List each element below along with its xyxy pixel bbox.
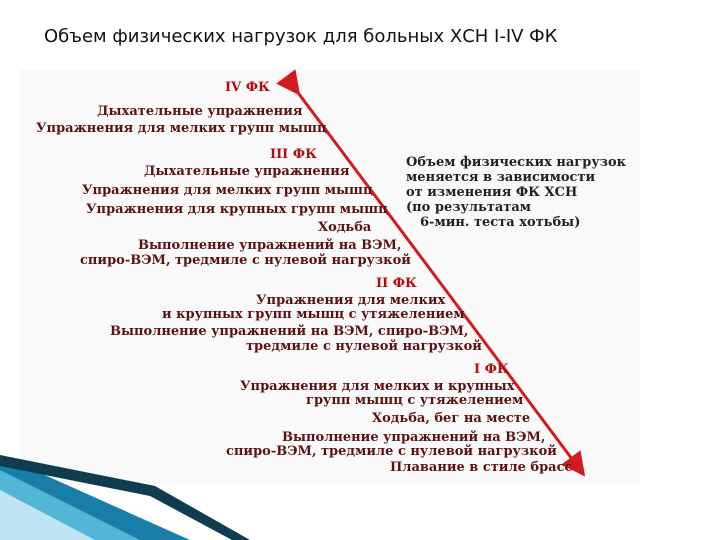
level-iii-item: Ходьба: [318, 220, 372, 235]
note-line: меняется в зависимости: [406, 170, 596, 185]
level-iii-item: Дыхательные упражнения: [144, 164, 350, 179]
level-i-item: Ходьба, бег на месте: [372, 411, 531, 426]
level-heading-iii: III ФК: [270, 147, 317, 162]
level-iii-item: Упражнения для мелких групп мышц: [82, 183, 373, 198]
level-i-item: спиро-ВЭМ, тредмиле с нулевой нагрузкой: [226, 444, 557, 459]
level-iii-item: спиро-ВЭМ, тредмиле с нулевой нагрузкой: [80, 253, 411, 268]
level-heading-i: I ФК: [474, 362, 509, 377]
level-ii-item: Упражнения для мелких: [256, 293, 446, 308]
level-ii-item: Выполнение упражнений на ВЭМ, спиро-ВЭМ,: [110, 324, 469, 339]
level-i-item: Упражнения для мелких и крупных: [240, 379, 515, 394]
level-iv-item: Дыхательные упражнения: [97, 104, 303, 119]
note-line: (по результатам: [406, 200, 532, 215]
level-heading-ii: II ФК: [376, 276, 417, 291]
note-line: 6-мин. теста хотьбы): [420, 215, 581, 230]
level-iv-item: Упражнения для мелких групп мышц: [36, 121, 327, 136]
level-i-item: Плавание в стиле брасс: [390, 460, 573, 475]
note-line: Объем физических нагрузок: [406, 155, 627, 170]
level-iii-item: Выполнение упражнений на ВЭМ,: [138, 238, 402, 253]
level-iii-item: Упражнения для крупных групп мышц: [86, 202, 388, 217]
level-ii-item: и крупных групп мышц с утяжелением: [162, 307, 465, 322]
slide-title: Объем физических нагрузок для больных ХСН I-IV ФК: [44, 26, 558, 47]
level-i-item: групп мышц с утяжелением: [306, 393, 524, 408]
note-line: от изменения ФК ХСН: [406, 185, 578, 200]
level-heading-iv: IV ФК: [225, 80, 270, 95]
level-ii-item: тредмиле с нулевой нагрузкой: [246, 339, 482, 354]
level-i-item: Выполнение упражнений на ВЭМ,: [282, 430, 546, 445]
